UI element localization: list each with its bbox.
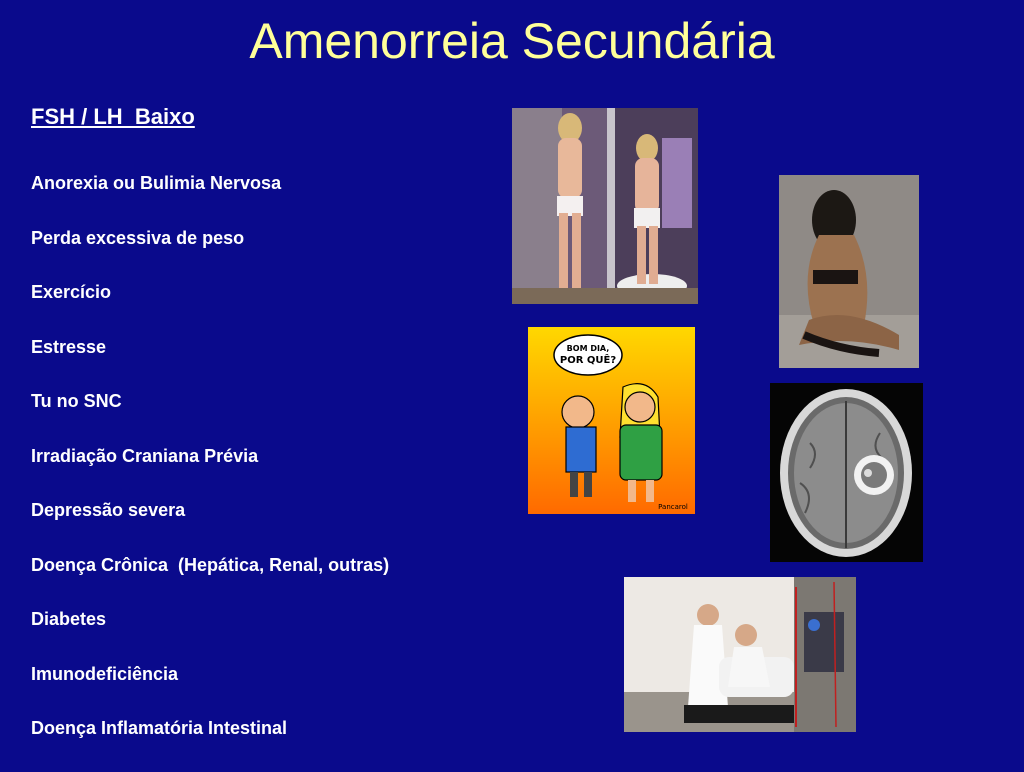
list-item: Anorexia ou Bulimia Nervosa	[31, 173, 282, 193]
mirror-photo	[512, 108, 698, 304]
list-item: Exercício	[31, 282, 112, 302]
svg-text:BOM DIA,: BOM DIA,	[566, 344, 610, 353]
list-item: Depressão severa	[31, 500, 186, 520]
list-item: Diabetes	[31, 609, 107, 629]
svg-text:POR QUÊ?: POR QUÊ?	[559, 355, 617, 366]
slide-title: Amenorreia Secundária	[249, 13, 775, 69]
list-item: Tu no SNC	[31, 391, 122, 411]
clinic-dialysis-photo	[624, 577, 856, 732]
list-item: Imunodeficiência	[31, 663, 179, 684]
emaciated-figure-photo	[779, 175, 919, 368]
cartoon-image	[528, 327, 695, 514]
svg-text:Pancarol: Pancarol	[658, 503, 688, 511]
list-item: Irradiação Craniana Prévia	[31, 445, 259, 466]
causes-list	[31, 172, 389, 772]
section-subtitle: FSH / LH Baixo	[31, 104, 195, 129]
list-item: Perda excessiva de peso	[31, 227, 245, 248]
list-item: Doença Inflamatória Intestinal	[31, 718, 288, 738]
list-item: Estresse	[31, 336, 107, 357]
mri-scan-image	[770, 383, 923, 562]
list-item: Doença Crônica (Hepática, Renal, outras)	[31, 554, 390, 575]
